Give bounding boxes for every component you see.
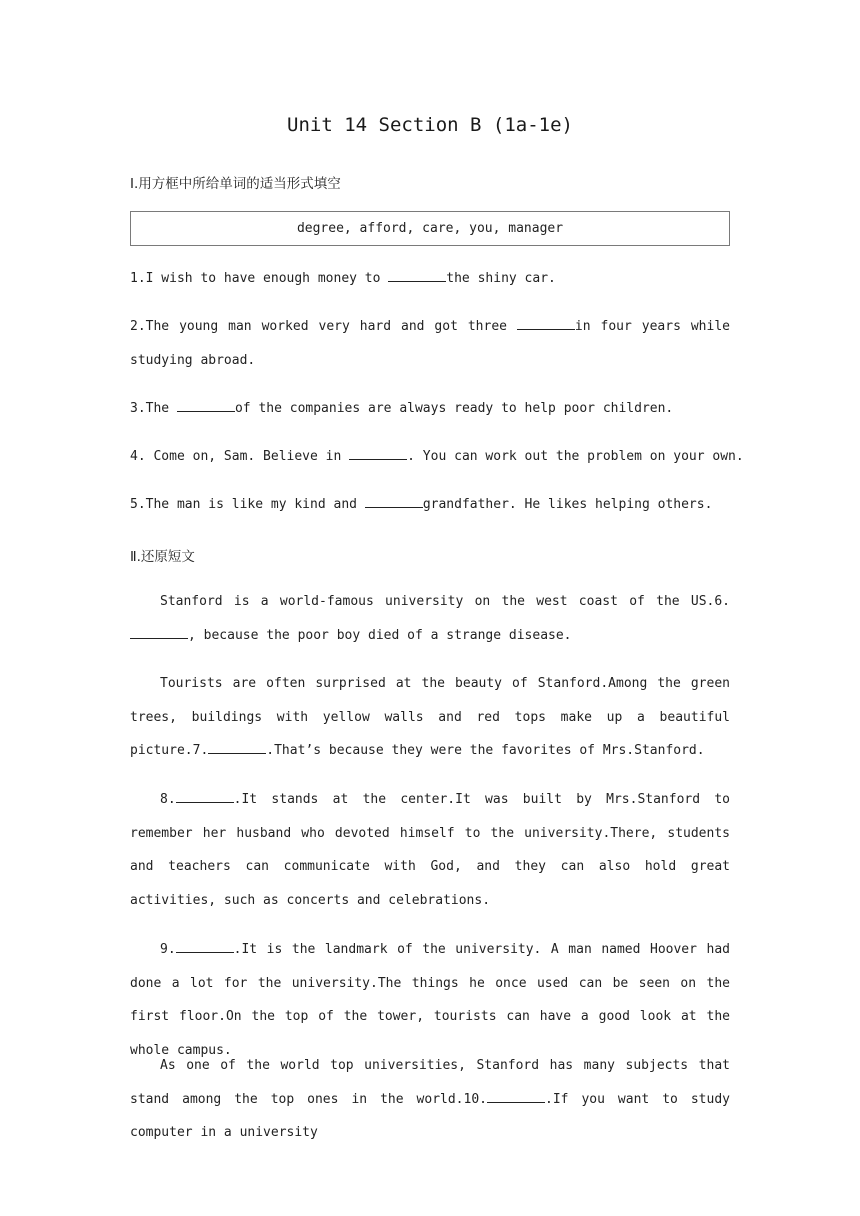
paragraph-4-text-after: .It is the landmark of the university. A man named Hoover had done a lot for the university.The things he once used can be seen on the first floor.On the top of the tower, tourists can have a good look at the whole campus. <box>130 942 730 1058</box>
page-title: Unit 14 Section B (1a-1e) <box>287 114 573 136</box>
question-4 <box>130 440 744 474</box>
word-box <box>130 211 730 246</box>
paragraph-4-text-before: 9. <box>160 942 176 957</box>
paragraph-2-text-after: .That’s because they were the favorites of Mrs.Stanford. <box>266 743 705 758</box>
paragraph-3-text-after: .It stands at the center.It was built by Mrs.Stanford to remember her husband who devoted himself to the university.There, students and teachers can communicate with God, and they can also hold great activities, such as concerts and celebrations. <box>130 792 730 908</box>
paragraph-5 <box>130 1049 730 1150</box>
question-5 <box>130 488 730 522</box>
question-3-blank[interactable] <box>177 399 235 412</box>
question-3-text-before: 3.The <box>130 401 177 416</box>
paragraph-1 <box>130 585 730 652</box>
question-9-blank[interactable] <box>176 940 234 953</box>
paragraph-5-text-before: As one of the world top universities, Stanford has many subjects that stand among the top ones in the world.10. <box>130 1058 730 1107</box>
question-10-blank[interactable] <box>487 1090 545 1103</box>
paragraph-4 <box>130 933 730 1067</box>
question-2-blank[interactable] <box>517 317 575 330</box>
question-5-blank[interactable] <box>365 495 423 508</box>
question-8-blank[interactable] <box>176 790 234 803</box>
question-5-text-before: 5.The man is like my kind and <box>130 497 365 512</box>
question-6-blank[interactable] <box>130 626 188 639</box>
section-2-heading: Ⅱ.还原短文 <box>130 549 195 565</box>
paragraph-1-text-after: , because the poor boy died of a strange disease. <box>188 627 572 643</box>
question-2 <box>130 310 730 378</box>
paragraph-3-text-before: 8. <box>160 792 176 807</box>
question-3-text-after: of the companies are always ready to help poor children. <box>234 401 674 416</box>
question-4-blank[interactable] <box>349 447 407 460</box>
question-1-text-after: the shiny car. <box>446 271 556 286</box>
paragraph-3 <box>130 783 730 917</box>
word-box-text: degree, afford, care, you, manager <box>296 221 564 236</box>
question-7-blank[interactable] <box>208 741 266 754</box>
paragraph-5-text-after: .If you want to study computer in a university <box>130 1091 730 1140</box>
question-1 <box>130 262 730 296</box>
paragraph-2-text-before: Tourists are often surprised at the beauty of Stanford.Among the green trees, buildings with yellow walls and red tops make up a beautiful picture.7. <box>130 676 730 758</box>
section-1-heading: Ⅰ.用方框中所给单词的适当形式填空 <box>130 176 341 192</box>
paragraph-1-text-before: Stanford is a world-famous university on the west coast of the US.6. <box>160 594 730 609</box>
question-3 <box>130 392 730 426</box>
question-5-text-after: grandfather. He likes helping others. <box>422 497 713 512</box>
question-4-text-after: . You can work out the problem on your own. <box>407 449 744 464</box>
question-4-text-before: 4. Come on, Sam. Believe in <box>130 449 350 464</box>
question-1-blank[interactable] <box>388 269 446 282</box>
question-2-text-before: 2.The young man worked very hard and got three <box>130 319 517 334</box>
question-1-text-before: 1.I wish to have enough money to <box>130 271 389 286</box>
paragraph-2 <box>130 667 730 768</box>
question-2-text-after: in four years while studying abroad. <box>130 319 730 368</box>
